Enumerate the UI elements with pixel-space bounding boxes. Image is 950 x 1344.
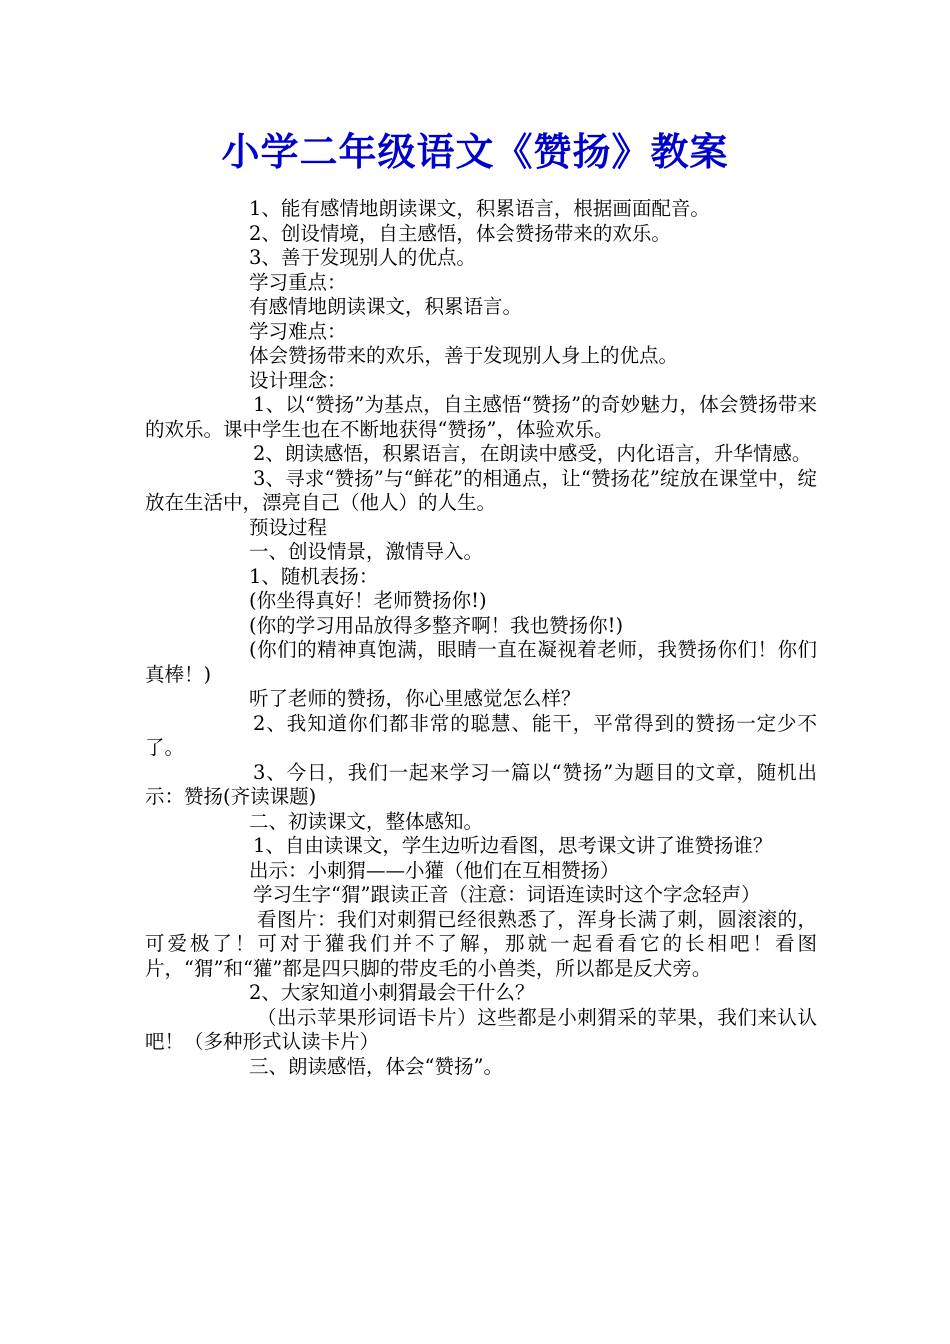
- document-title: 小学二年级语文《赞扬》教案: [221, 130, 729, 174]
- paragraph: 2、创设情境，自主感悟，体会赞扬带来的欢乐。: [249, 221, 671, 245]
- paragraph: 学习重点：: [249, 270, 347, 294]
- paragraph: 学习难点：: [249, 319, 347, 343]
- paragraph: 三、朗读感悟，体会“赞扬”。: [249, 1054, 503, 1078]
- paragraph: 1、能有感情地朗读课文，积累语言，根据画面配音。: [249, 197, 710, 220]
- paragraph: (你的学习用品放得多整齐啊！我也赞扬你!): [249, 613, 624, 637]
- paragraph: （出示苹果形词语卡片）这些都是小刺猬采的苹果，我们来认认吧！（多种形式认读卡片）: [145, 1005, 817, 1053]
- paragraph: 2、朗读感悟，积累语言，在朗读中感受，内化语言，升华情感。: [253, 442, 812, 465]
- paragraph: 出示：小刺猬——小獾（他们在互相赞扬）: [249, 858, 620, 882]
- paragraph: 2、我知道你们都非常的聪慧、能干，平常得到的赞扬一定少不了。: [145, 711, 817, 759]
- paragraph: 1、随机表扬：: [249, 564, 379, 588]
- paragraph: 体会赞扬带来的欢乐，善于发现别人身上的优点。: [249, 344, 679, 367]
- paragraph: (你坐得真好！老师赞扬你!): [249, 589, 487, 612]
- paragraph: 2、大家知道小刺猬最会干什么？: [249, 981, 535, 1004]
- paragraph: 设计理念：: [249, 368, 347, 392]
- paragraph: 1、自由读课文，学生边听边看图，思考课文讲了谁赞扬谁？: [253, 834, 773, 857]
- paragraph: 二、初读课文，整体感知。: [249, 809, 484, 833]
- document-body: [145, 197, 817, 1079]
- paragraph: 一、创设情景，激情导入。: [249, 540, 484, 563]
- paragraph: (你们的精神真饱满，眼睛一直在凝视着老师，我赞扬你们！你们真棒！): [145, 638, 817, 686]
- paragraph: 看图片：我们对刺猬已经很熟悉了，浑身长满了刺，圆滚滚的，可爱极了！可对于獾我们并不了解，那就一起看看它的长相吧！看图片，“猬”和“獾”都是四只脚的带皮毛的小兽类，所以都是反犬旁。: [145, 907, 817, 980]
- paragraph: 听了老师的赞扬，你心里感觉怎么样？: [249, 687, 581, 710]
- paragraph: 预设过程: [249, 515, 328, 539]
- paragraph: 学习生字“猬”跟读正音（注意：词语连读时这个字念轻声）: [253, 883, 761, 906]
- paragraph: 3、今日，我们一起来学习一篇以“赞扬”为题目的文章，随机出示：赞扬(齐读课题): [145, 760, 817, 808]
- paragraph: 3、善于发现别人的优点。: [249, 246, 476, 269]
- paragraph: 3、寻求“赞扬”与“鲜花”的相通点，让“赞扬花”绽放在课堂中，绽放在生活中，漂亮自己（他人）的人生。: [145, 466, 817, 514]
- paragraph: 1、以“赞扬”为基点，自主感悟“赞扬”的奇妙魅力，体会赞扬带来的欢乐。课中学生也在不断地获得“赞扬”，体验欢乐。: [145, 393, 817, 441]
- paragraph: 有感情地朗读课文，积累语言。: [249, 295, 523, 318]
